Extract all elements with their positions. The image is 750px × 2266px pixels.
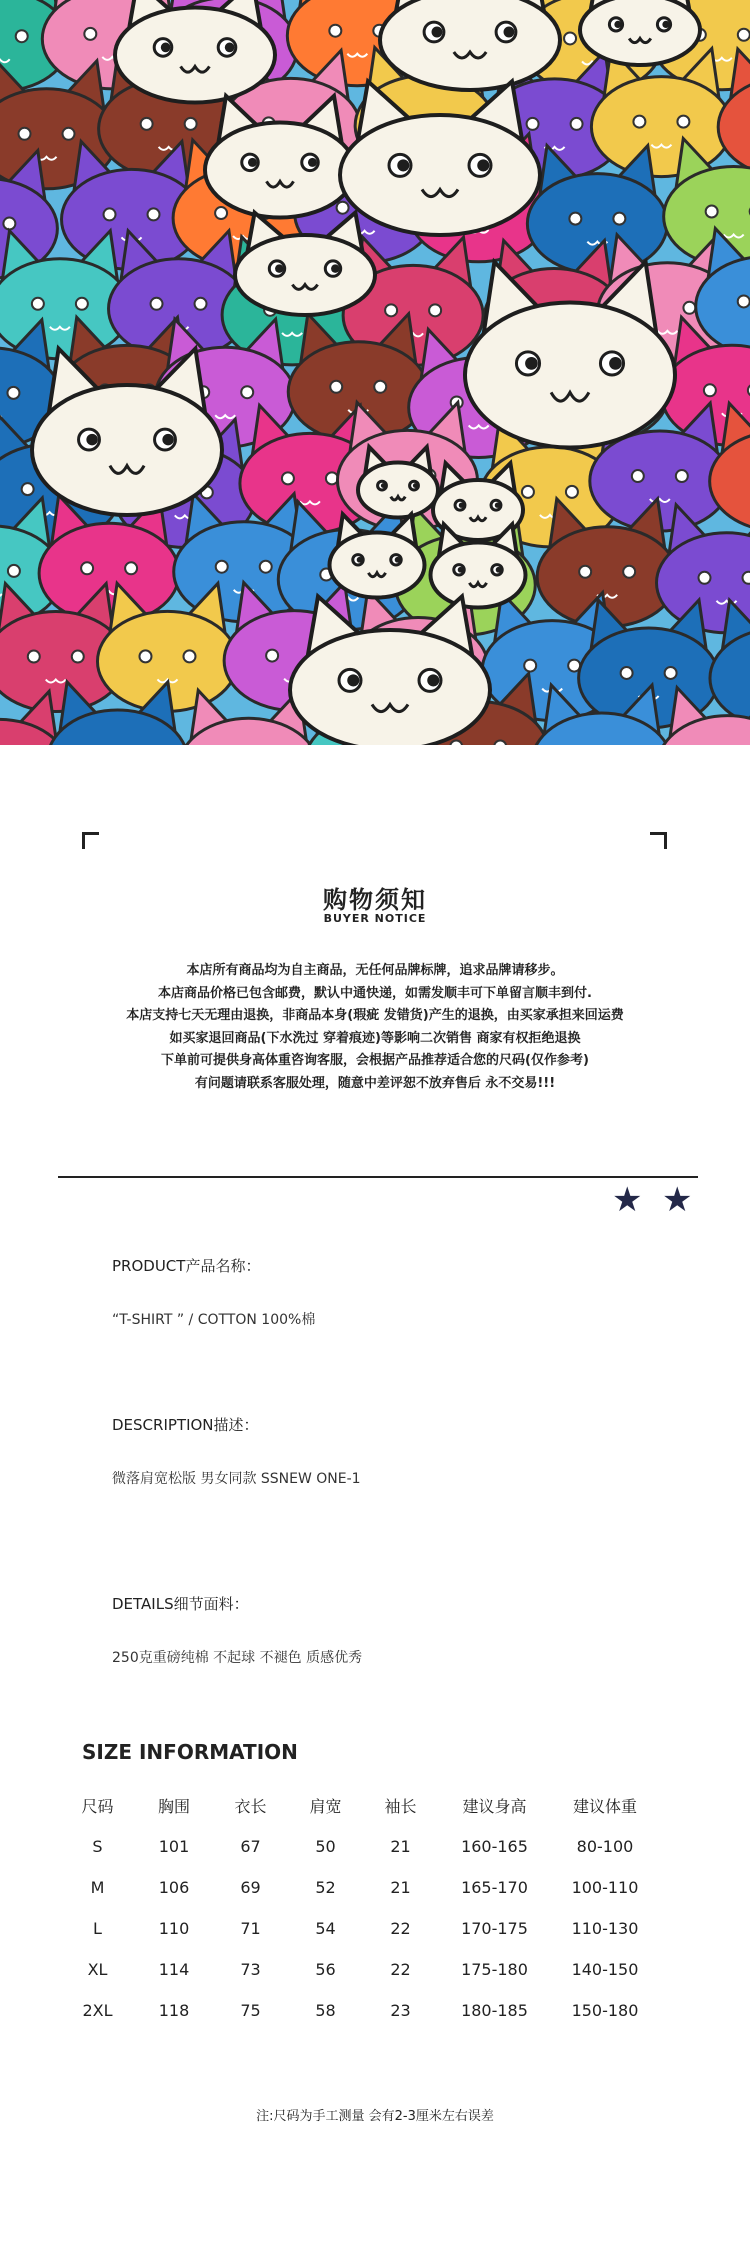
table-cell: 180-185 — [461, 2001, 528, 2020]
notice-line: 下单前可提供身高体重咨询客服，会根据产品推荐适合您的尺码(仅作参考) — [161, 1053, 589, 1068]
table-cell: 58 — [315, 2001, 336, 2020]
table-cell: 160-165 — [461, 1837, 528, 1856]
table-cell: L — [93, 1919, 102, 1938]
table-row — [60, 1990, 659, 2031]
table-cell: XL — [87, 1960, 108, 1979]
table-cell: 21 — [390, 1837, 411, 1856]
table-cell: 56 — [315, 1960, 336, 1979]
section-divider — [58, 1176, 698, 1178]
table-cell: M — [90, 1878, 105, 1897]
table-cell: 175-180 — [461, 1960, 528, 1979]
table-cell: 170-175 — [461, 1919, 528, 1938]
table-cell: 110-130 — [571, 1919, 639, 1938]
size-table — [60, 1785, 659, 2031]
notice-text — [0, 960, 750, 1095]
table-cell: 150-180 — [571, 2001, 639, 2020]
table-cell: 23 — [390, 2001, 411, 2020]
header-cell: 肩宽 — [309, 1797, 342, 1816]
size-heading: SIZE INFORMATION — [82, 1740, 298, 1764]
product-value: “T-SHIRT ” / COTTON 100%棉 — [112, 1312, 316, 1328]
corner-mark-right — [650, 832, 667, 849]
table-cell: 75 — [240, 2001, 261, 2020]
header-cell: 建议身高 — [462, 1797, 527, 1816]
product-label: PRODUCT产品名称： — [112, 1257, 261, 1275]
header-cell: 胸围 — [157, 1797, 190, 1816]
header-cell: 尺码 — [81, 1797, 114, 1816]
table-cell: 50 — [315, 1837, 336, 1856]
notice-line: 本店所有商品均为自主商品，无任何品牌标牌，追求品牌请移步。 — [186, 963, 564, 978]
notice-line: 本店商品价格已包含邮费，默认中通快递，如需发顺丰可下单留言顺丰到付. — [158, 985, 592, 1001]
table-cell: 54 — [315, 1919, 336, 1938]
table-cell: S — [92, 1837, 103, 1856]
notice-title: 购物须知 — [323, 886, 427, 914]
table-cell: 2XL — [82, 2001, 113, 2020]
description-value: 微落肩宽松版 男女同款 SSNEW ONE-1 — [112, 1471, 361, 1487]
notice-line: 如买家退回商品(下水洗过 穿着痕迹)等影响二次销售 商家有权拒绝退换 — [169, 1030, 581, 1046]
header-cell: 袖长 — [384, 1797, 417, 1816]
table-cell: 69 — [240, 1878, 261, 1897]
star-icon: ★ — [612, 1180, 643, 1220]
table-cell: 52 — [315, 1878, 336, 1897]
table-cell: 80-100 — [576, 1837, 634, 1856]
table-cell: 110 — [158, 1919, 190, 1938]
details-label: DETAILS细节面料： — [112, 1595, 249, 1613]
details-value: 250克重磅纯棉 不起球 不褪色 质感优秀 — [112, 1650, 363, 1666]
table-cell: 140-150 — [571, 1960, 639, 1979]
table-cell: 22 — [390, 1960, 411, 1979]
header-cell: 建议体重 — [572, 1797, 637, 1816]
table-row — [60, 1908, 659, 1949]
table-cell: 67 — [240, 1837, 261, 1856]
size-table-header — [60, 1785, 659, 1826]
table-cell: 118 — [158, 2001, 190, 2020]
star-icon: ★ — [662, 1180, 693, 1220]
table-cell: 73 — [240, 1960, 261, 1979]
table-cell: 22 — [390, 1919, 411, 1938]
notice-line: 本店支持七天无理由退换，非商品本身(瑕疵 发错货)产生的退换，由买家承担来回运费 — [126, 1008, 624, 1023]
table-cell: 114 — [158, 1960, 190, 1979]
description-label: DESCRIPTION描述： — [112, 1416, 259, 1434]
table-cell: 100-110 — [571, 1878, 639, 1897]
corner-mark-left — [82, 832, 99, 849]
table-cell: 71 — [240, 1919, 261, 1938]
cat-pattern-artwork — [0, 0, 750, 745]
table-cell: 165-170 — [461, 1878, 528, 1897]
table-row — [60, 1949, 659, 1990]
table-row — [60, 1826, 659, 1867]
size-footnote: 注:尺码为手工测量 会有2-3厘米左右误差 — [256, 2109, 494, 2124]
header-cell: 衣长 — [234, 1797, 267, 1816]
table-row — [60, 1867, 659, 1908]
notice-line: 有问题请联系客服处理，随意中差评恕不放弃售后 永不交易!!! — [194, 1075, 556, 1091]
table-cell: 101 — [158, 1837, 190, 1856]
table-cell: 21 — [390, 1878, 411, 1897]
notice-subtitle: BUYER NOTICE — [323, 912, 427, 925]
table-cell: 106 — [158, 1878, 190, 1897]
